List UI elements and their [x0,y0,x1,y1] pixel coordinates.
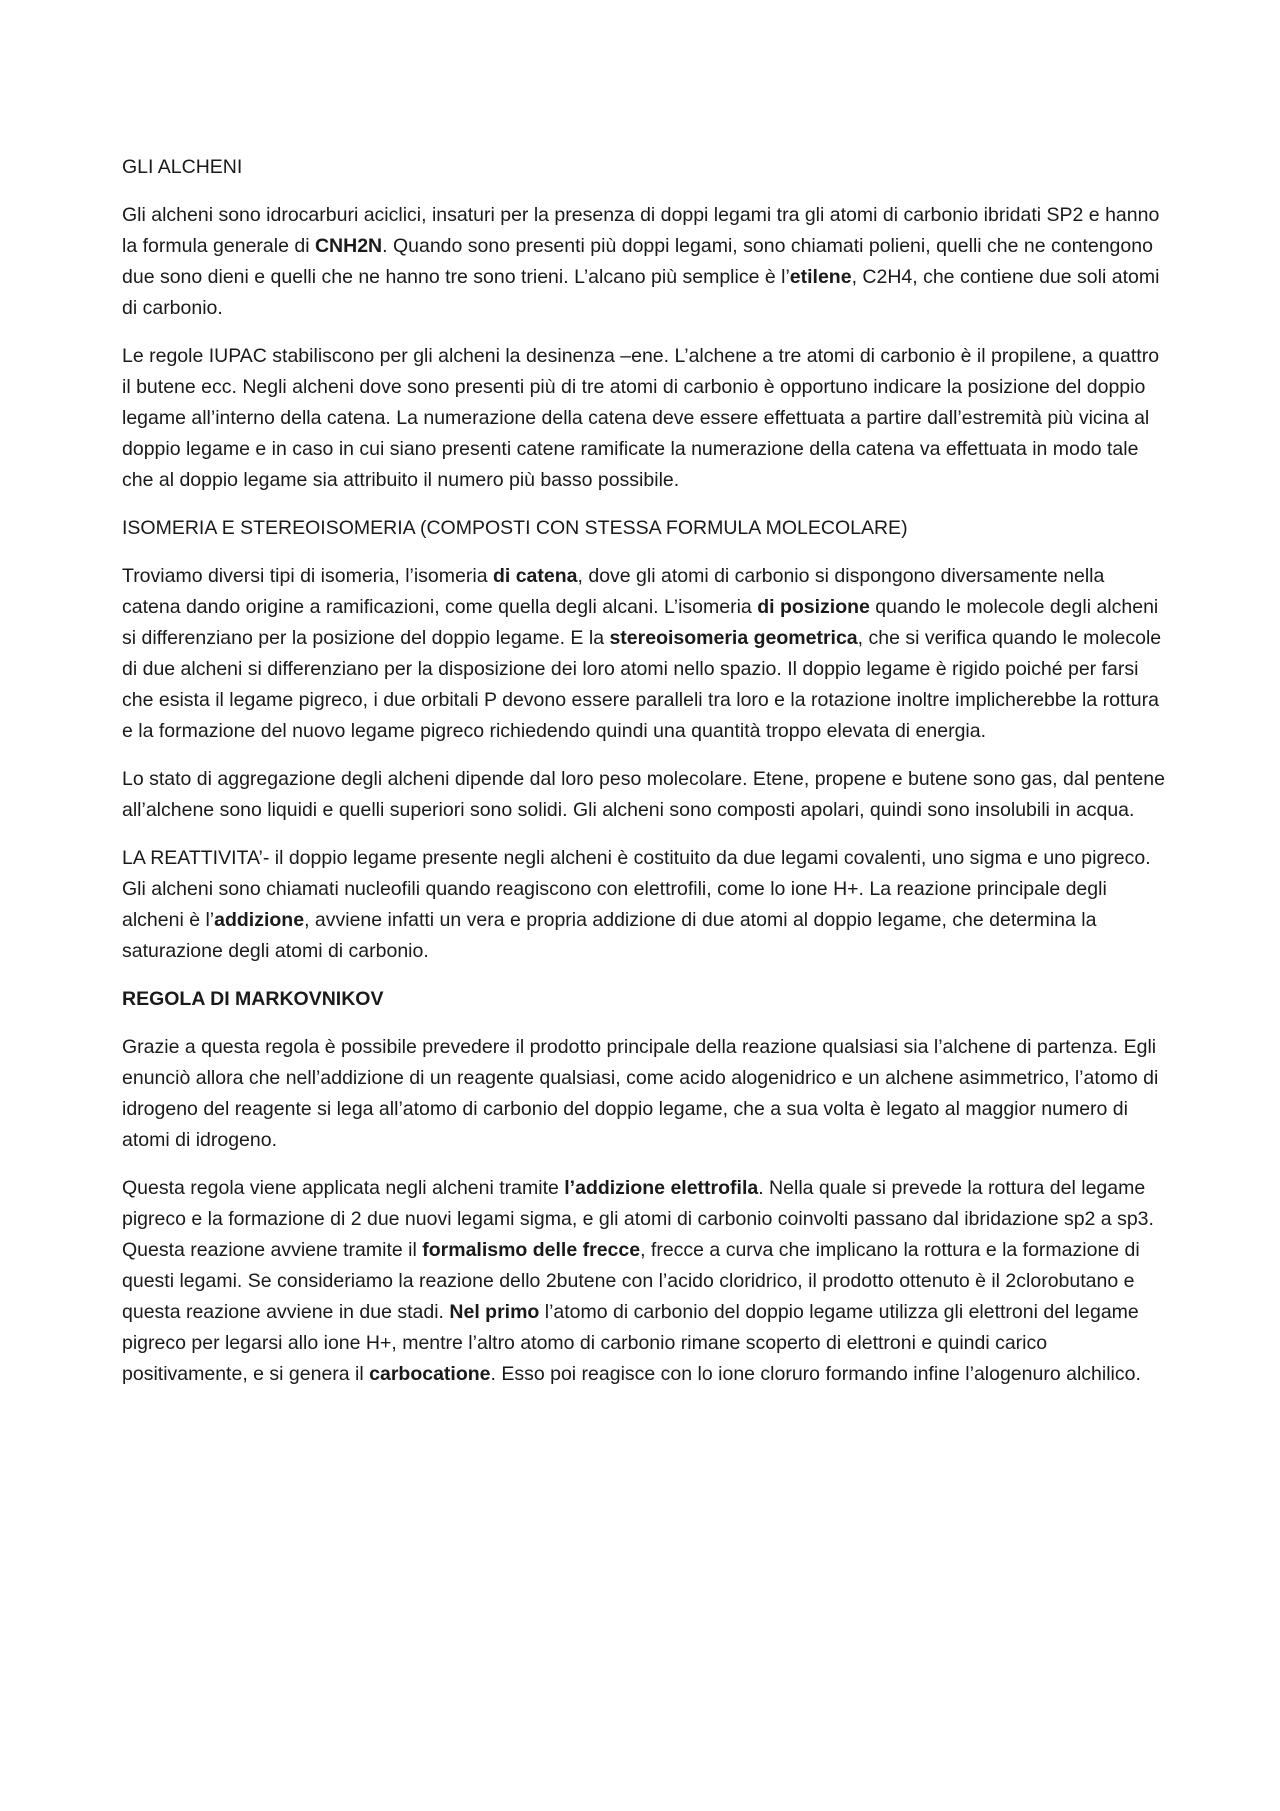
paragraph-reattivita [122,843,1167,967]
paragraph-isomeria [122,561,1167,747]
bold-term: l’addizione elettrofila [564,1177,759,1199]
bold-term: etilene [789,266,852,288]
document-page [122,152,1167,1407]
text-run: l’atomo di carbonio del doppio legame utilizza gli elettroni del legame pigreco per legarsi allo ione H+, mentre l’altro atomo di carbonio rimane scoperto di elettroni e quindi carico positivamente, e si genera il [122,1301,1139,1385]
text-run: . Quando sono presenti più doppi legami, sono chiamati polieni, quelli che ne contengono due sono dieni e quelli che ne hanno tre sono trieni. L’alcano più semplice è l’ [122,235,1153,288]
text-run: , frecce a curva che implicano la rottura e la formazione di questi legami. Se consideriamo la reazione dello 2butene con l’acido cloridrico, il prodotto ottenuto è il 2clorobutano e questa reazione avviene in due stadi. [122,1239,1140,1323]
text-run: . Esso poi reagisce con lo ione cloruro formando infine l’alogenuro alchilico. [490,1363,1141,1385]
text-run: Gli alcheni sono idrocarburi aciclici, insaturi per la presenza di doppi legami tra gli atomi di carbonio ibridati SP2 e hanno la formula generale di [122,204,1160,257]
bold-term: carbocatione [369,1363,491,1385]
text-run: quando le molecole degli alcheni si differenziano per la posizione del doppio legame. E la [122,596,1159,649]
bold-term: formalismo delle frecce [422,1239,641,1261]
paragraph-iupac: Le regole IUPAC stabiliscono per gli alcheni la desinenza –ene. L’alchene a tre atomi di carbonio è il propilene, a quattro il butene ecc. Negli alcheni dove sono presenti più di tre atomi di carbonio è opportuno indicare la posizione del doppio legame all’interno della catena. La numerazione della catena deve essere effettuata a partire dall’estremità più vicina al doppio legame e in caso in cui siano presenti catene ramificate la numerazione della catena va effettuata in modo tale che al doppio legame sia attribuito il numero più basso possibile. [122,345,1160,491]
section-heading-isomeria: ISOMERIA E STEREOISOMERIA (COMPOSTI CON STESSA FORMULA MOLECOLARE) [122,517,908,539]
bold-term: di posizione [757,596,870,618]
paragraph-definition [122,200,1167,324]
paragraph-aggregazione: Lo stato di aggregazione degli alcheni dipende dal loro peso molecolare. Etene, propene e butene sono gas, dal pentene all’alchene sono liquidi e quelli superiori sono solidi. Gli alcheni sono composti apolari, quindi sono insolubili in acqua. [122,768,1165,821]
bold-term: stereoisomeria geometrica [609,627,858,649]
text-run: , dove gli atomi di carbonio si dispongono diversamente nella catena dando origine a ramificazioni, come quella degli alcani. L’isomeria [122,565,1105,618]
text-run: , C2H4, che contiene due soli atomi di carbonio. [122,266,1160,319]
bold-term: di catena [492,565,578,587]
document-title: GLI ALCHENI [122,156,243,178]
text-run: Troviamo diversi tipi di isomeria, l’isomeria [122,565,493,587]
bold-term: addizione [214,909,305,931]
paragraph-addizione-elettrofila [122,1173,1167,1390]
text-run: . Nella quale si prevede la rottura del legame pigreco e la formazione di 2 due nuovi legami sigma, e gli atomi di carbonio coinvolti passano dal ibridazione sp2 a sp3. Questa reazione avviene tramite il [122,1177,1154,1261]
section-heading-markovnikov: REGOLA DI MARKOVNIKOV [122,988,384,1010]
bold-term: Nel primo [449,1301,540,1323]
text-run: LA REATTIVITA’- il doppio legame presente negli alcheni è costituito da due legami covalenti, uno sigma e uno pigreco. Gli alcheni sono chiamati nucleofili quando reagiscono con elettrofili, come lo ione H+. La reazione principale degli alcheni è l’ [122,847,1151,931]
bold-formula: CNH2N [314,235,383,257]
text-run: , avviene infatti un vera e propria addizione di due atomi al doppio legame, che determina la saturazione degli atomi di carbonio. [122,909,1097,962]
text-run: Questa regola viene applicata negli alcheni tramite [122,1177,565,1199]
paragraph-markovnikov: Grazie a questa regola è possibile prevedere il prodotto principale della reazione qualsiasi sia l’alchene di partenza. Egli enunciò allora che nell’addizione di un reagente qualsiasi, come acido alogenidrico e un alchene asimmetrico, l’atomo di idrogeno del reagente si lega all’atomo di carbonio del doppio legame, che a sua volta è legato al maggior numero di atomi di idrogeno. [122,1036,1159,1151]
text-run: , che si verifica quando le molecole di due alcheni si differenziano per la disposizione dei loro atomi nello spazio. Il doppio legame è rigido poiché per farsi che esista il legame pigreco, i due orbitali P devono essere paralleli tra loro e la rotazione inoltre implicherebbe la rottura e la formazione del nuovo legame pigreco richiedendo quindi una quantità troppo elevata di energia. [122,627,1162,742]
